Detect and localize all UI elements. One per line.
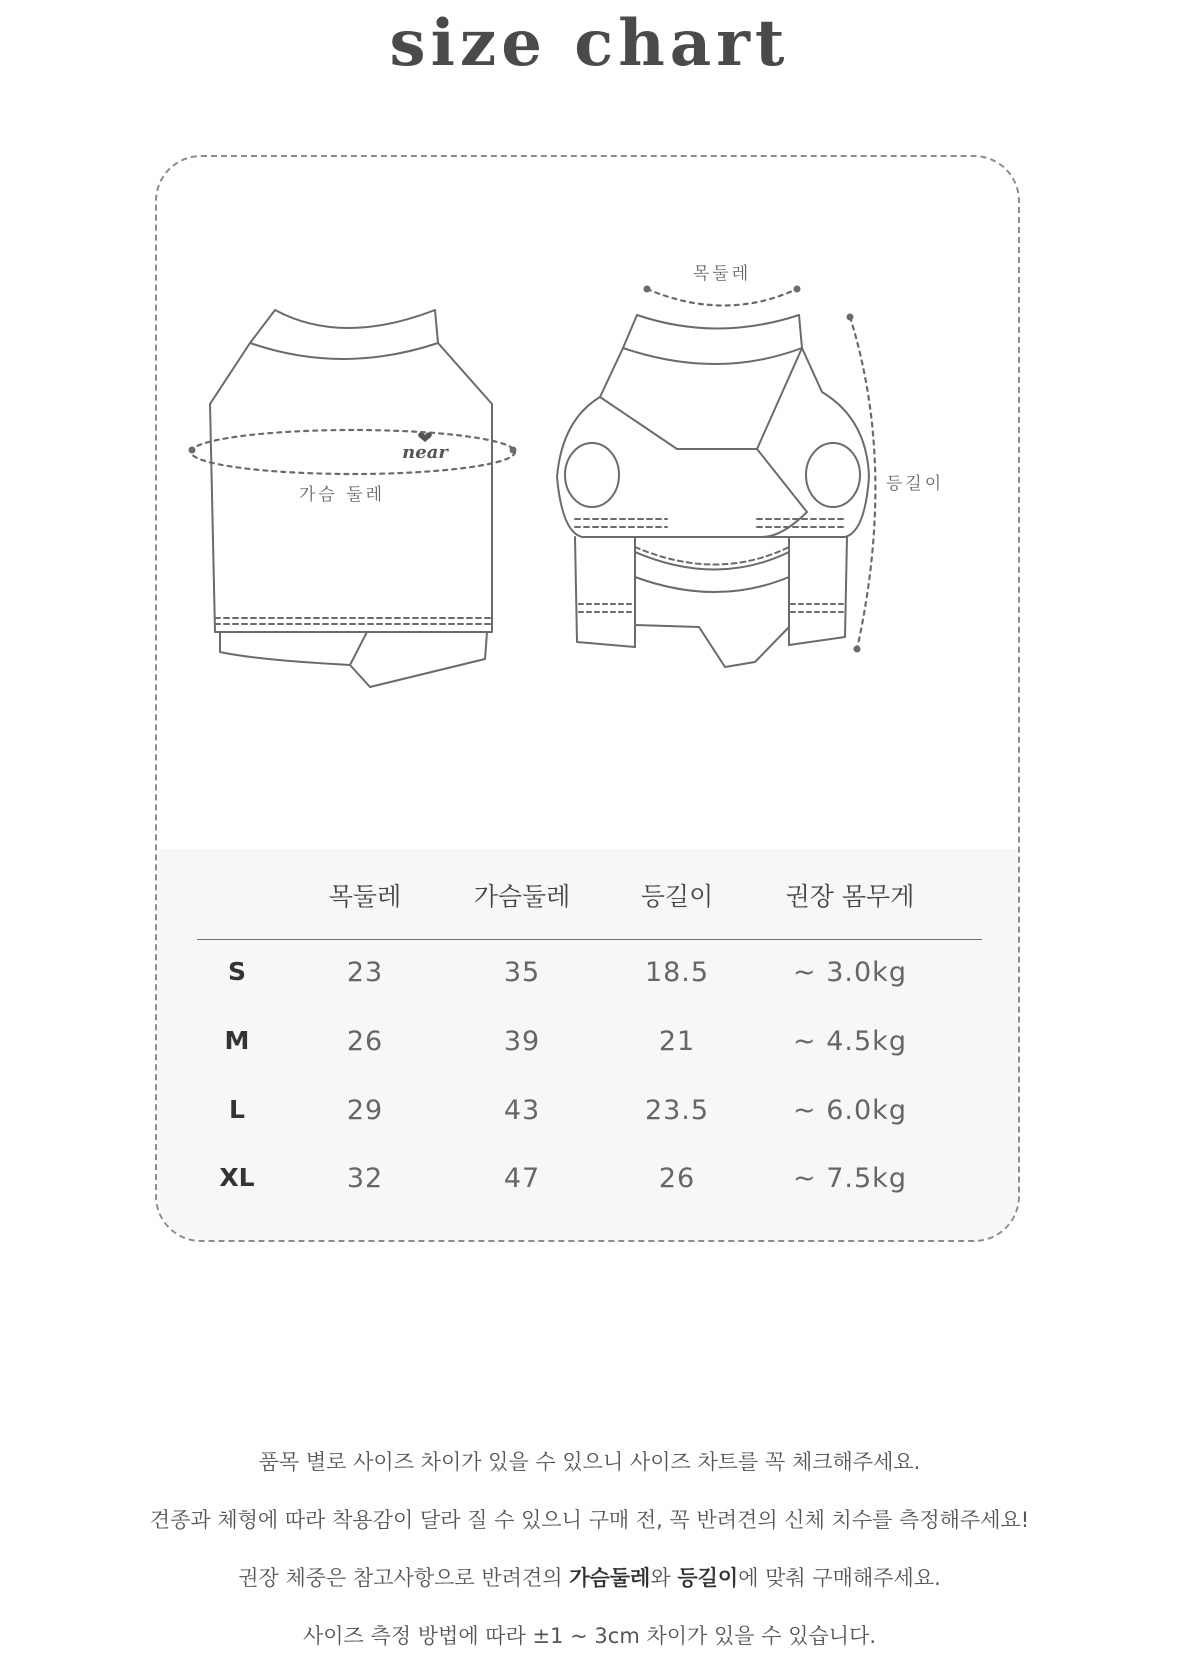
note-emphasis: 가슴둘레 <box>569 1566 651 1590</box>
note-line-4: 사이즈 측정 방법에 따라 ±1 ~ 3cm 차이가 있을 수 있습니다. <box>302 1624 877 1648</box>
neck-value: 32 <box>346 1163 384 1194</box>
table-row <box>157 1026 1020 1066</box>
table-row <box>157 957 1020 997</box>
size-label: S <box>227 957 247 986</box>
header-neck: 목둘레 <box>328 882 402 911</box>
note-text: 권장 체중은 참고사항으로 반려견의 <box>238 1566 570 1590</box>
front-collar <box>250 310 438 359</box>
weight-value: ~ 6.0kg <box>793 1095 907 1126</box>
size-label: L <box>229 1095 245 1124</box>
weight-value: ~ 4.5kg <box>793 1026 907 1057</box>
note-line-1: 품목 별로 사이즈 차이가 있을 수 있으니 사이즈 차트를 꼭 체크해주세요. <box>258 1450 921 1474</box>
neck-guide <box>647 289 797 306</box>
page-title: size chart <box>389 6 790 81</box>
back-value: 23.5 <box>644 1095 710 1126</box>
chest-label: 가슴 둘레 <box>298 485 386 505</box>
header-chest: 가슴둘레 <box>473 882 571 911</box>
note-emphasis: 등길이 <box>677 1566 739 1590</box>
back-value: 26 <box>658 1163 696 1194</box>
neck-value: 23 <box>346 957 384 988</box>
chest-value: 35 <box>503 957 541 988</box>
chest-value: 39 <box>503 1026 541 1057</box>
table-divider <box>197 939 982 940</box>
back-label: 등길이 <box>885 474 945 494</box>
garment-illustration <box>157 157 1020 849</box>
header-back: 등길이 <box>640 882 714 911</box>
size-table <box>157 849 1020 1242</box>
weight-value: ~ 3.0kg <box>793 957 907 988</box>
back-length-guide <box>850 317 875 649</box>
neck-label: 목둘레 <box>692 264 752 284</box>
header-weight: 권장 몸무게 <box>785 882 915 911</box>
chest-value: 47 <box>503 1163 541 1194</box>
weight-value: ~ 7.5kg <box>793 1163 907 1194</box>
note-line-3 <box>0 1562 1179 1592</box>
back-collar <box>623 315 802 364</box>
brand-logo: near <box>402 442 448 463</box>
back-value: 21 <box>658 1026 696 1057</box>
neck-value: 29 <box>346 1095 384 1126</box>
neck-value: 26 <box>346 1026 384 1057</box>
size-label: XL <box>219 1163 255 1192</box>
chest-guide <box>191 430 515 474</box>
heart-icon <box>418 432 432 442</box>
note-line-2: 견종과 체형에 따라 착용감이 달라 질 수 있으니 구매 전, 꼭 반려견의 신체 치수를 측정해주세요! <box>149 1508 1030 1532</box>
chest-value: 43 <box>503 1095 541 1126</box>
table-row <box>157 1095 1020 1135</box>
note-text: 에 맞춰 구매해주세요. <box>738 1566 941 1590</box>
table-row <box>157 1163 1020 1203</box>
back-value: 18.5 <box>644 957 710 988</box>
size-label: M <box>224 1026 250 1055</box>
size-chart-card <box>155 155 1020 1242</box>
note-text: 와 <box>650 1566 678 1590</box>
